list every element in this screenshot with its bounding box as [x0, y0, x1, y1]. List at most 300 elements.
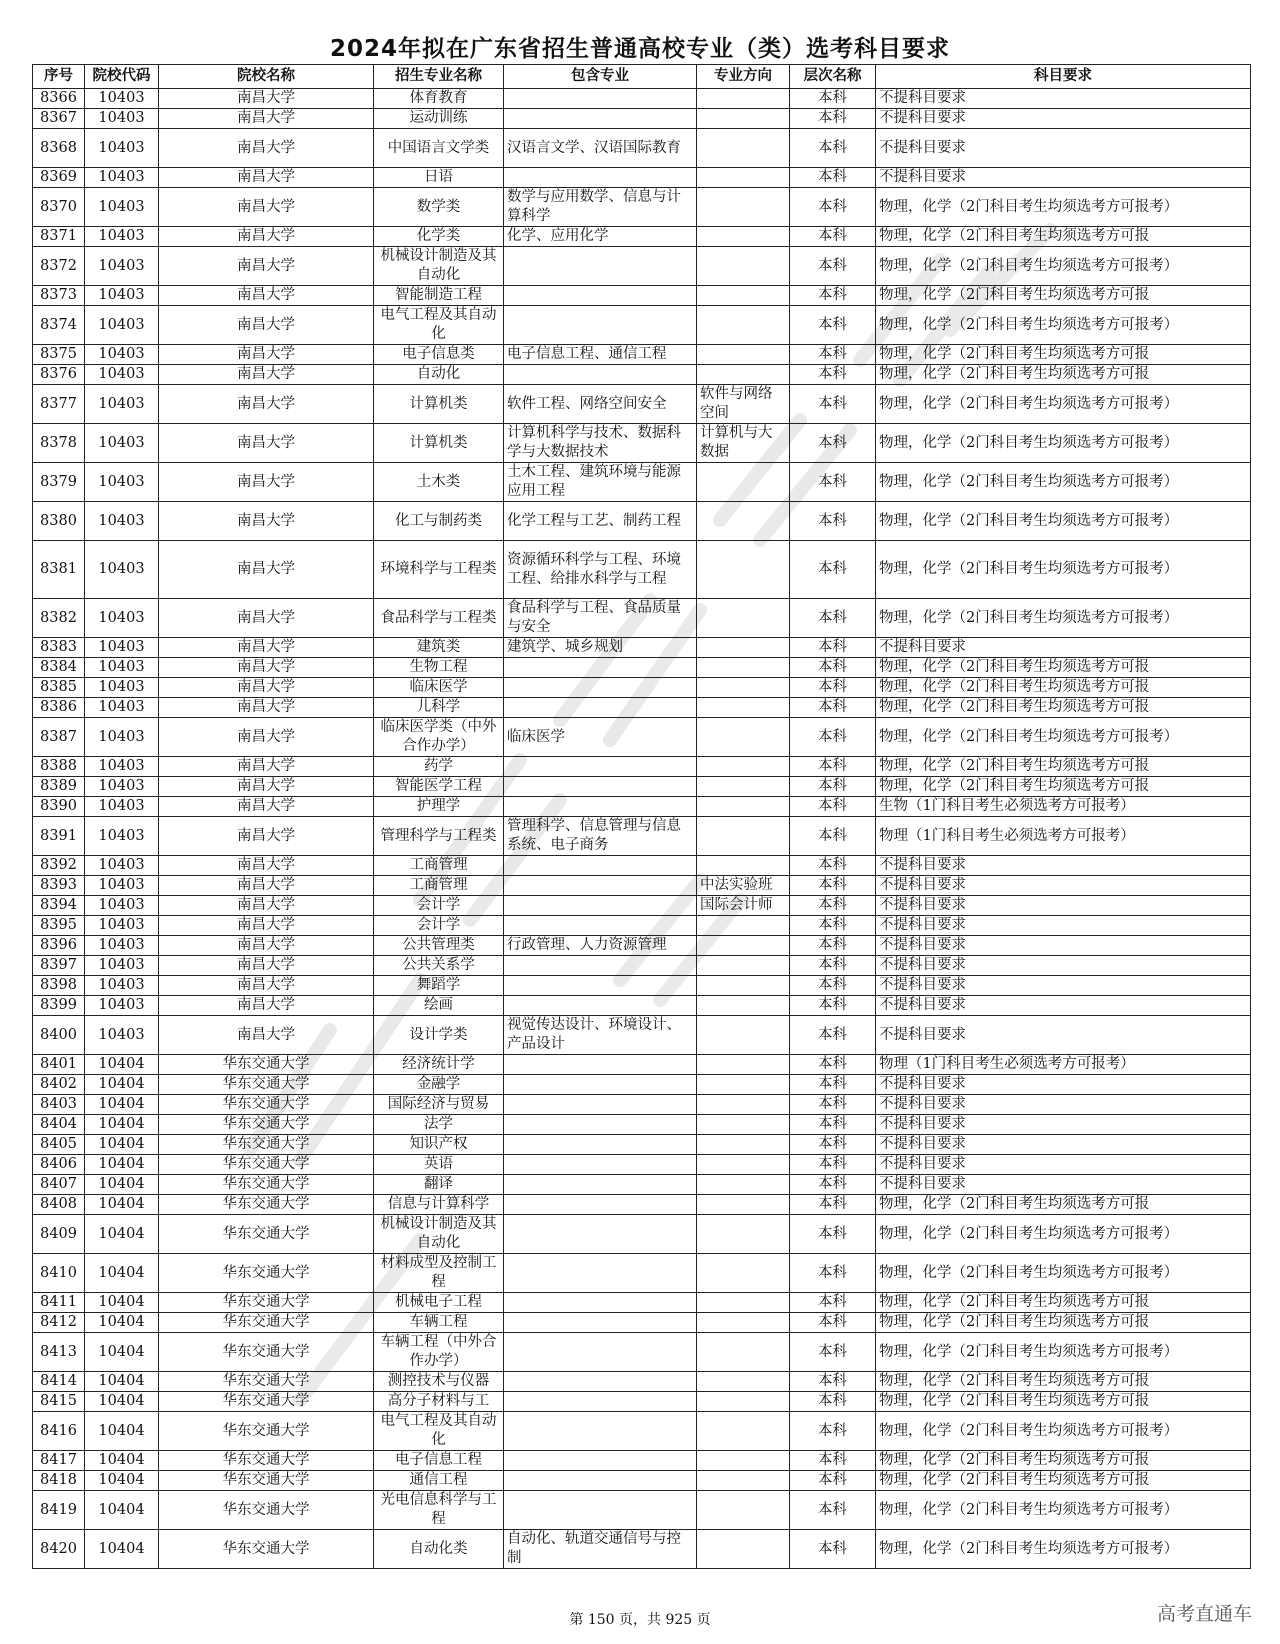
cell-major-name: 药学: [374, 757, 504, 777]
cell-direction: [697, 1313, 790, 1333]
cell-major-name: 智能制造工程: [374, 286, 504, 306]
cell-level: 本科: [790, 227, 876, 247]
cell-included-majors: [504, 109, 697, 129]
cell-major-name: 化工与制药类: [374, 502, 504, 541]
cell-index: 8375: [33, 345, 85, 365]
cell-direction: [697, 1254, 790, 1293]
cell-major-name: 日语: [374, 168, 504, 188]
cell-included-majors: [504, 1471, 697, 1491]
cell-level: 本科: [790, 1491, 876, 1530]
cell-school-code: 10404: [85, 1451, 159, 1471]
cell-index: 8415: [33, 1392, 85, 1412]
cell-school-name: 南昌大学: [159, 876, 374, 896]
cell-school-name: 南昌大学: [159, 129, 374, 168]
cell-direction: [697, 306, 790, 345]
cell-major-name: 计算机类: [374, 424, 504, 463]
cell-index: 8402: [33, 1075, 85, 1095]
cell-subject-requirement: 不提科目要求: [876, 638, 1251, 658]
table-row: [33, 1075, 1251, 1095]
cell-major-name: 中国语言文学类: [374, 129, 504, 168]
cell-level: 本科: [790, 976, 876, 996]
cell-school-code: 10403: [85, 599, 159, 638]
cell-school-name: 南昌大学: [159, 541, 374, 599]
cell-school-name: 南昌大学: [159, 345, 374, 365]
cell-school-code: 10403: [85, 876, 159, 896]
cell-direction: [697, 1451, 790, 1471]
cell-major-name: 信息与计算科学: [374, 1195, 504, 1215]
table-row: [33, 1175, 1251, 1195]
cell-school-code: 10403: [85, 856, 159, 876]
cell-included-majors: 建筑学、城乡规划: [504, 638, 697, 658]
table-row: [33, 385, 1251, 424]
cell-subject-requirement: 物理，化学（2门科目考生均须选考方可报: [876, 1392, 1251, 1412]
cell-school-code: 10404: [85, 1530, 159, 1569]
cell-index: 8400: [33, 1016, 85, 1055]
cell-included-majors: 临床医学: [504, 718, 697, 757]
cell-subject-requirement: 物理，化学（2门科目考生均须选考方可报考）: [876, 306, 1251, 345]
cell-subject-requirement: 不提科目要求: [876, 168, 1251, 188]
cell-level: 本科: [790, 306, 876, 345]
table-row: [33, 502, 1251, 541]
cell-direction: [697, 996, 790, 1016]
cell-index: 8413: [33, 1333, 85, 1372]
cell-school-code: 10404: [85, 1372, 159, 1392]
cell-direction: [697, 797, 790, 817]
cell-school-name: 南昌大学: [159, 757, 374, 777]
cell-included-majors: [504, 247, 697, 286]
cell-major-name: 管理科学与工程类: [374, 817, 504, 856]
cell-school-name: 南昌大学: [159, 718, 374, 757]
cell-major-name: 工商管理: [374, 876, 504, 896]
cell-school-name: 华东交通大学: [159, 1055, 374, 1075]
cell-school-name: 南昌大学: [159, 896, 374, 916]
cell-subject-requirement: 物理，化学（2门科目考生均须选考方可报: [876, 698, 1251, 718]
cell-major-name: 国际经济与贸易: [374, 1095, 504, 1115]
cell-subject-requirement: 不提科目要求: [876, 109, 1251, 129]
cell-index: 8396: [33, 936, 85, 956]
cell-direction: [697, 1016, 790, 1055]
cell-index: 8401: [33, 1055, 85, 1075]
cell-included-majors: [504, 1491, 697, 1530]
cell-level: 本科: [790, 1471, 876, 1491]
cell-major-name: 工商管理: [374, 856, 504, 876]
cell-school-name: 华东交通大学: [159, 1530, 374, 1569]
cell-school-name: 南昌大学: [159, 463, 374, 502]
cell-level: 本科: [790, 1313, 876, 1333]
cell-school-code: 10403: [85, 797, 159, 817]
cell-index: 8394: [33, 896, 85, 916]
cell-index: 8366: [33, 89, 85, 109]
cell-included-majors: 计算机科学与技术、数据科学与大数据技术: [504, 424, 697, 463]
cell-school-name: 南昌大学: [159, 424, 374, 463]
cell-school-code: 10403: [85, 541, 159, 599]
cell-school-name: 华东交通大学: [159, 1155, 374, 1175]
cell-school-code: 10404: [85, 1115, 159, 1135]
cell-included-majors: [504, 658, 697, 678]
cell-direction: [697, 936, 790, 956]
cell-direction: [697, 599, 790, 638]
cell-level: 本科: [790, 502, 876, 541]
cell-index: 8370: [33, 188, 85, 227]
cell-school-name: 南昌大学: [159, 678, 374, 698]
cell-subject-requirement: 不提科目要求: [876, 129, 1251, 168]
cell-level: 本科: [790, 856, 876, 876]
cell-index: 8386: [33, 698, 85, 718]
cell-major-name: 光电信息科学与工程: [374, 1491, 504, 1530]
cell-level: 本科: [790, 463, 876, 502]
cell-school-name: 南昌大学: [159, 599, 374, 638]
cell-subject-requirement: 物理，化学（2门科目考生均须选考方可报考）: [876, 541, 1251, 599]
cell-subject-requirement: 物理，化学（2门科目考生均须选考方可报考）: [876, 1215, 1251, 1254]
cell-level: 本科: [790, 345, 876, 365]
cell-subject-requirement: 不提科目要求: [876, 896, 1251, 916]
cell-school-code: 10403: [85, 936, 159, 956]
cell-included-majors: [504, 89, 697, 109]
cell-included-majors: [504, 698, 697, 718]
cell-direction: [697, 286, 790, 306]
cell-school-name: 华东交通大学: [159, 1135, 374, 1155]
cell-school-name: 南昌大学: [159, 188, 374, 227]
cell-school-name: 华东交通大学: [159, 1195, 374, 1215]
table-row: [33, 777, 1251, 797]
cell-major-name: 电子信息工程: [374, 1451, 504, 1471]
cell-direction: [697, 856, 790, 876]
cell-subject-requirement: 物理，化学（2门科目考生均须选考方可报: [876, 1195, 1251, 1215]
cell-major-name: 体育教育: [374, 89, 504, 109]
cell-included-majors: [504, 1412, 697, 1451]
table-row: [33, 1016, 1251, 1055]
cell-major-name: 建筑类: [374, 638, 504, 658]
cell-major-name: 生物工程: [374, 658, 504, 678]
cell-subject-requirement: 物理（1门科目考生必须选考方可报考）: [876, 817, 1251, 856]
cell-index: 8409: [33, 1215, 85, 1254]
cell-subject-requirement: 物理，化学（2门科目考生均须选考方可报: [876, 286, 1251, 306]
cell-school-name: 南昌大学: [159, 976, 374, 996]
cell-direction: [697, 777, 790, 797]
cell-direction: 软件与网络空间: [697, 385, 790, 424]
table-row: [33, 757, 1251, 777]
table-row: [33, 956, 1251, 976]
cell-index: 8385: [33, 678, 85, 698]
cell-direction: 中法实验班: [697, 876, 790, 896]
cell-subject-requirement: 物理，化学（2门科目考生均须选考方可报: [876, 1471, 1251, 1491]
cell-subject-requirement: 不提科目要求: [876, 1155, 1251, 1175]
cell-included-majors: [504, 1135, 697, 1155]
cell-index: 8393: [33, 876, 85, 896]
cell-included-majors: 数学与应用数学、信息与计算科学: [504, 188, 697, 227]
cell-school-code: 10403: [85, 757, 159, 777]
cell-index: 8372: [33, 247, 85, 286]
table-row: [33, 936, 1251, 956]
cell-included-majors: [504, 757, 697, 777]
cell-subject-requirement: 物理，化学（2门科目考生均须选考方可报考）: [876, 599, 1251, 638]
cell-level: 本科: [790, 916, 876, 936]
cell-level: 本科: [790, 1155, 876, 1175]
cell-direction: [697, 678, 790, 698]
cell-index: 8412: [33, 1313, 85, 1333]
cell-level: 本科: [790, 89, 876, 109]
cell-direction: [697, 956, 790, 976]
cell-included-majors: [504, 976, 697, 996]
header-major-name: 招生专业名称: [374, 65, 504, 89]
table-row: [33, 188, 1251, 227]
cell-included-majors: 食品科学与工程、食品质量与安全: [504, 599, 697, 638]
cell-level: 本科: [790, 1075, 876, 1095]
cell-school-name: 华东交通大学: [159, 1471, 374, 1491]
cell-index: 8416: [33, 1412, 85, 1451]
cell-index: 8382: [33, 599, 85, 638]
cell-index: 8391: [33, 817, 85, 856]
cell-index: 8376: [33, 365, 85, 385]
cell-included-majors: [504, 1313, 697, 1333]
table-row: [33, 718, 1251, 757]
cell-level: 本科: [790, 757, 876, 777]
cell-subject-requirement: 物理，化学（2门科目考生均须选考方可报: [876, 1293, 1251, 1313]
cell-direction: [697, 365, 790, 385]
cell-level: 本科: [790, 247, 876, 286]
cell-included-majors: [504, 678, 697, 698]
cell-level: 本科: [790, 286, 876, 306]
cell-direction: [697, 1372, 790, 1392]
cell-school-name: 华东交通大学: [159, 1491, 374, 1530]
cell-level: 本科: [790, 1055, 876, 1075]
cell-index: 8384: [33, 658, 85, 678]
cell-major-name: 车辆工程: [374, 1313, 504, 1333]
cell-major-name: 设计学类: [374, 1016, 504, 1055]
cell-school-name: 南昌大学: [159, 936, 374, 956]
cell-subject-requirement: 物理，化学（2门科目考生均须选考方可报考）: [876, 1530, 1251, 1569]
cell-level: 本科: [790, 1175, 876, 1195]
cell-included-majors: [504, 365, 697, 385]
cell-level: 本科: [790, 777, 876, 797]
cell-included-majors: [504, 306, 697, 345]
table-row: [33, 996, 1251, 1016]
cell-included-majors: 自动化、轨道交通信号与控制: [504, 1530, 697, 1569]
table-row: [33, 876, 1251, 896]
cell-school-name: 南昌大学: [159, 109, 374, 129]
cell-subject-requirement: 物理，化学（2门科目考生均须选考方可报考）: [876, 1412, 1251, 1451]
cell-major-name: 电气工程及其自动化: [374, 306, 504, 345]
table-row: [33, 1392, 1251, 1412]
cell-major-name: 儿科学: [374, 698, 504, 718]
cell-school-name: 南昌大学: [159, 385, 374, 424]
header-level: 层次名称: [790, 65, 876, 89]
cell-school-code: 10403: [85, 502, 159, 541]
cell-index: 8420: [33, 1530, 85, 1569]
cell-major-name: 英语: [374, 1155, 504, 1175]
cell-index: 8414: [33, 1372, 85, 1392]
header-school-code: 院校代码: [85, 65, 159, 89]
cell-school-code: 10403: [85, 188, 159, 227]
cell-level: 本科: [790, 1215, 876, 1254]
cell-level: 本科: [790, 996, 876, 1016]
cell-school-code: 10403: [85, 996, 159, 1016]
cell-included-majors: [504, 1155, 697, 1175]
cell-level: 本科: [790, 876, 876, 896]
cell-included-majors: [504, 286, 697, 306]
cell-major-name: 自动化: [374, 365, 504, 385]
cell-school-code: 10403: [85, 365, 159, 385]
cell-major-name: 电子信息类: [374, 345, 504, 365]
cell-included-majors: 资源循环科学与工程、环境工程、给排水科学与工程: [504, 541, 697, 599]
table-row: [33, 1372, 1251, 1392]
cell-school-code: 10404: [85, 1471, 159, 1491]
cell-school-code: 10403: [85, 916, 159, 936]
cell-index: 8407: [33, 1175, 85, 1195]
cell-index: 8406: [33, 1155, 85, 1175]
cell-included-majors: [504, 168, 697, 188]
cell-school-name: 南昌大学: [159, 658, 374, 678]
cell-level: 本科: [790, 385, 876, 424]
cell-direction: [697, 1491, 790, 1530]
cell-major-name: 临床医学类（中外合作办学）: [374, 718, 504, 757]
page-title: 2024年拟在广东省招生普通高校专业（类）选考科目要求: [329, 36, 950, 62]
cell-index: 8411: [33, 1293, 85, 1313]
cell-included-majors: 化学、应用化学: [504, 227, 697, 247]
cell-school-code: 10403: [85, 385, 159, 424]
cell-level: 本科: [790, 1530, 876, 1569]
cell-major-name: 会计学: [374, 896, 504, 916]
cell-school-code: 10403: [85, 286, 159, 306]
table-row: [33, 1115, 1251, 1135]
cell-subject-requirement: 不提科目要求: [876, 1115, 1251, 1135]
table-row: [33, 89, 1251, 109]
cell-included-majors: 管理科学、信息管理与信息系统、电子商务: [504, 817, 697, 856]
cell-direction: [697, 89, 790, 109]
cell-subject-requirement: 物理，化学（2门科目考生均须选考方可报考）: [876, 1254, 1251, 1293]
cell-index: 8381: [33, 541, 85, 599]
cell-level: 本科: [790, 599, 876, 638]
cell-school-name: 南昌大学: [159, 1016, 374, 1055]
cell-direction: [697, 1115, 790, 1135]
table-row: [33, 306, 1251, 345]
cell-included-majors: 化学工程与工艺、制药工程: [504, 502, 697, 541]
cell-school-name: 南昌大学: [159, 286, 374, 306]
cell-subject-requirement: 生物（1门科目考生必须选考方可报考）: [876, 797, 1251, 817]
table-row: [33, 1155, 1251, 1175]
table-row: [33, 1333, 1251, 1372]
cell-school-name: 南昌大学: [159, 817, 374, 856]
cell-major-name: 会计学: [374, 916, 504, 936]
cell-subject-requirement: 不提科目要求: [876, 976, 1251, 996]
cell-subject-requirement: 物理，化学（2门科目考生均须选考方可报: [876, 1451, 1251, 1471]
cell-index: 8377: [33, 385, 85, 424]
cell-index: 8378: [33, 424, 85, 463]
header-included-majors: 包含专业: [504, 65, 697, 89]
table-row: [33, 1451, 1251, 1471]
table-row: [33, 1313, 1251, 1333]
cell-school-code: 10403: [85, 777, 159, 797]
cell-direction: [697, 1215, 790, 1254]
table-row: [33, 817, 1251, 856]
cell-level: 本科: [790, 698, 876, 718]
cell-index: 8410: [33, 1254, 85, 1293]
cell-direction: [697, 1333, 790, 1372]
cell-subject-requirement: 物理，化学（2门科目考生均须选考方可报: [876, 757, 1251, 777]
cell-major-name: 机械电子工程: [374, 1293, 504, 1313]
cell-included-majors: [504, 856, 697, 876]
cell-index: 8398: [33, 976, 85, 996]
cell-index: 8408: [33, 1195, 85, 1215]
cell-direction: 国际会计师: [697, 896, 790, 916]
cell-direction: [697, 129, 790, 168]
table-row: [33, 109, 1251, 129]
cell-index: 8392: [33, 856, 85, 876]
cell-level: 本科: [790, 1195, 876, 1215]
cell-school-name: 南昌大学: [159, 996, 374, 1016]
cell-direction: [697, 1195, 790, 1215]
cell-major-name: 机械设计制造及其自动化: [374, 247, 504, 286]
cell-included-majors: [504, 1254, 697, 1293]
cell-direction: [697, 1412, 790, 1451]
cell-index: 8399: [33, 996, 85, 1016]
cell-school-code: 10403: [85, 956, 159, 976]
cell-subject-requirement: 不提科目要求: [876, 1175, 1251, 1195]
cell-school-name: 南昌大学: [159, 698, 374, 718]
cell-level: 本科: [790, 638, 876, 658]
cell-included-majors: [504, 1115, 697, 1135]
cell-included-majors: 电子信息工程、通信工程: [504, 345, 697, 365]
cell-major-name: 临床医学: [374, 678, 504, 698]
cell-index: 8397: [33, 956, 85, 976]
cell-school-code: 10404: [85, 1293, 159, 1313]
cell-school-code: 10403: [85, 698, 159, 718]
header-school-name: 院校名称: [159, 65, 374, 89]
cell-level: 本科: [790, 1115, 876, 1135]
cell-included-majors: [504, 1451, 697, 1471]
cell-included-majors: [504, 1372, 697, 1392]
cell-level: 本科: [790, 936, 876, 956]
cell-school-code: 10404: [85, 1313, 159, 1333]
header-index: 序号: [33, 65, 85, 89]
cell-school-code: 10404: [85, 1254, 159, 1293]
table-row: [33, 896, 1251, 916]
cell-major-name: 知识产权: [374, 1135, 504, 1155]
cell-subject-requirement: 不提科目要求: [876, 856, 1251, 876]
cell-level: 本科: [790, 1451, 876, 1471]
requirements-table: [32, 64, 1251, 1569]
cell-included-majors: [504, 1215, 697, 1254]
cell-school-code: 10404: [85, 1215, 159, 1254]
cell-subject-requirement: 物理，化学（2门科目考生均须选考方可报: [876, 777, 1251, 797]
cell-level: 本科: [790, 1254, 876, 1293]
cell-direction: [697, 1135, 790, 1155]
cell-included-majors: [504, 1075, 697, 1095]
cell-index: 8417: [33, 1451, 85, 1471]
cell-direction: [697, 916, 790, 936]
cell-direction: [697, 247, 790, 286]
cell-index: 8418: [33, 1471, 85, 1491]
cell-school-name: 南昌大学: [159, 168, 374, 188]
cell-major-name: 自动化类: [374, 1530, 504, 1569]
cell-level: 本科: [790, 1372, 876, 1392]
cell-school-name: 华东交通大学: [159, 1313, 374, 1333]
cell-level: 本科: [790, 956, 876, 976]
cell-level: 本科: [790, 1016, 876, 1055]
cell-school-name: 南昌大学: [159, 777, 374, 797]
table-row: [33, 463, 1251, 502]
cell-major-name: 公共管理类: [374, 936, 504, 956]
cell-major-name: 测控技术与仪器: [374, 1372, 504, 1392]
table-row: [33, 129, 1251, 168]
cell-school-code: 10403: [85, 109, 159, 129]
cell-major-name: 绘画: [374, 996, 504, 1016]
cell-major-name: 公共关系学: [374, 956, 504, 976]
cell-school-code: 10404: [85, 1333, 159, 1372]
cell-major-name: 数学类: [374, 188, 504, 227]
cell-school-code: 10403: [85, 463, 159, 502]
cell-included-majors: [504, 1175, 697, 1195]
